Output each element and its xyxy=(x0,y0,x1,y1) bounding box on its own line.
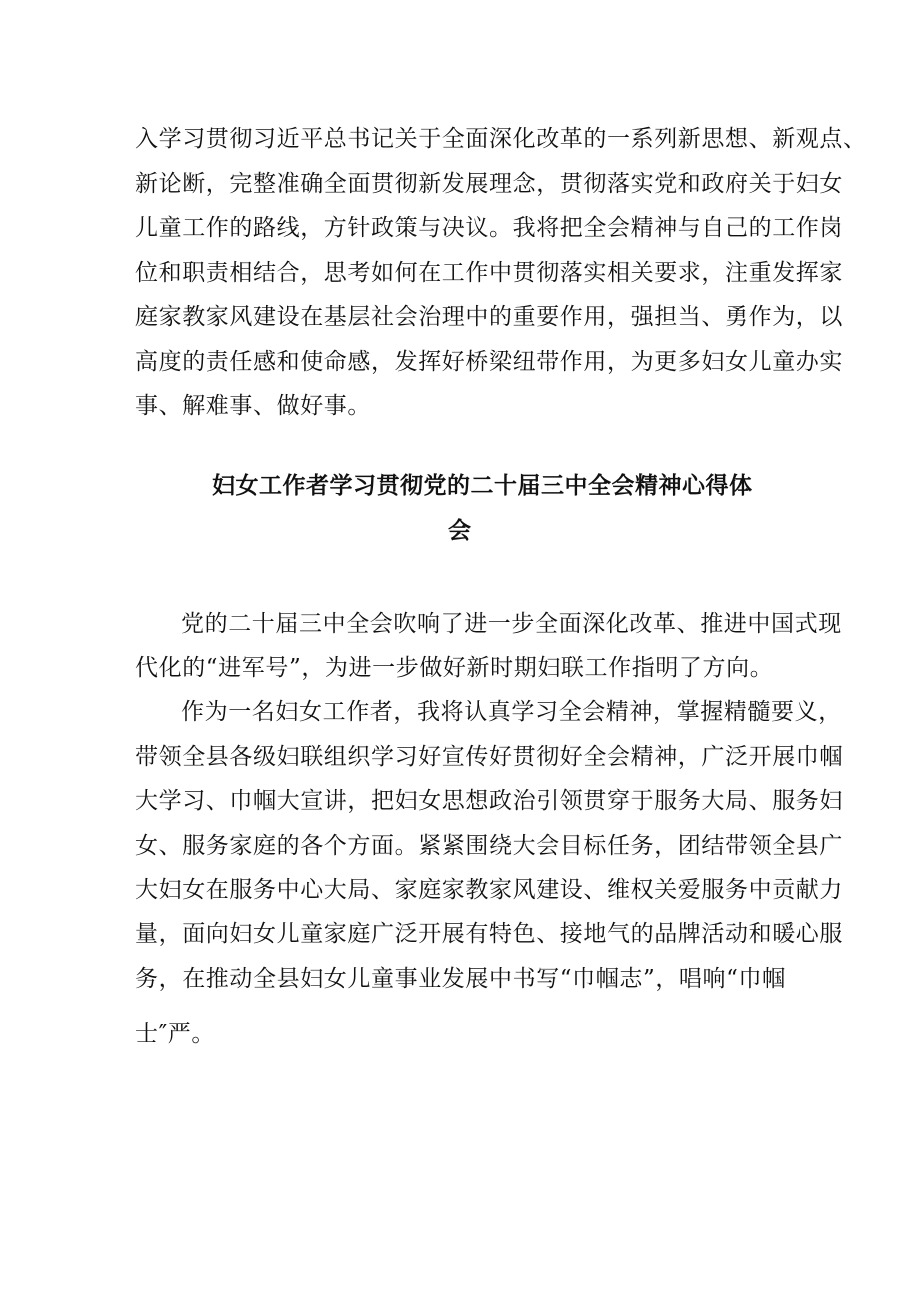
paragraph-line: 新论断，完整准确全面贯彻新发展理念，贯彻落实党和政府关于妇女 xyxy=(135,171,843,197)
paragraph-line: 儿童工作的路线，方针政策与决议。我将把全会精神与自己的工作岗 xyxy=(135,215,843,241)
paragraph-line: 入学习贯彻习近平总书记关于全面深化改革的一系列新思想、新观点、 xyxy=(135,126,867,152)
paragraph-line: 位和职责相结合，思考如何在工作中贯彻落实相关要求，注重发挥家 xyxy=(135,260,843,286)
paragraph-line: 士″严。 xyxy=(135,1021,215,1047)
paragraph-line: 庭家教家风建设在基层社会治理中的重要作用，强担当、勇作为，以 xyxy=(135,304,843,330)
paragraph-line: 作为一名妇女工作者，我将认真学习全会精神，掌握精髓要义， xyxy=(181,699,842,725)
paragraph-line: 代化的“进军号”，为进一步做好新时期妇联工作指明了方向。 xyxy=(135,655,774,681)
paragraph-line: 务，在推动全县妇女儿童事业发展中书写“巾帼志”，唱响“巾帼 xyxy=(135,966,786,992)
section-title-line: 妇女工作者学习贯彻党的二十届三中全会精神心得体 xyxy=(212,473,753,499)
paragraph-line: 量，面向妇女儿童家庭广泛开展有特色、接地气的品牌活动和暖心服 xyxy=(135,921,843,947)
paragraph-line: 女、服务家庭的各个方面。紧紧围绕大会目标任务，团结带领全县广 xyxy=(135,833,843,859)
paragraph-line: 党的二十届三中全会吹响了进一步全面深化改革、推进中国式现 xyxy=(181,611,842,637)
paragraph-line: 大学习、巾帼大宣讲，把妇女思想政治引领贯穿于服务大局、服务妇 xyxy=(135,788,843,814)
paragraph-line: 大妇女在服务中心大局、家庭家教家风建设、维权关爱服务中贡献力 xyxy=(135,877,843,903)
paragraph-line: 带领全县各级妇联组织学习好宣传好贯彻好全会精神，广泛开展巾帼 xyxy=(135,744,843,770)
paragraph-line: 高度的责任感和使命感，发挥好桥梁纽带作用，为更多妇女儿童办实 xyxy=(135,349,843,375)
paragraph-line: 事、解难事、做好事。 xyxy=(135,393,371,419)
section-title-line: 会 xyxy=(448,518,472,544)
